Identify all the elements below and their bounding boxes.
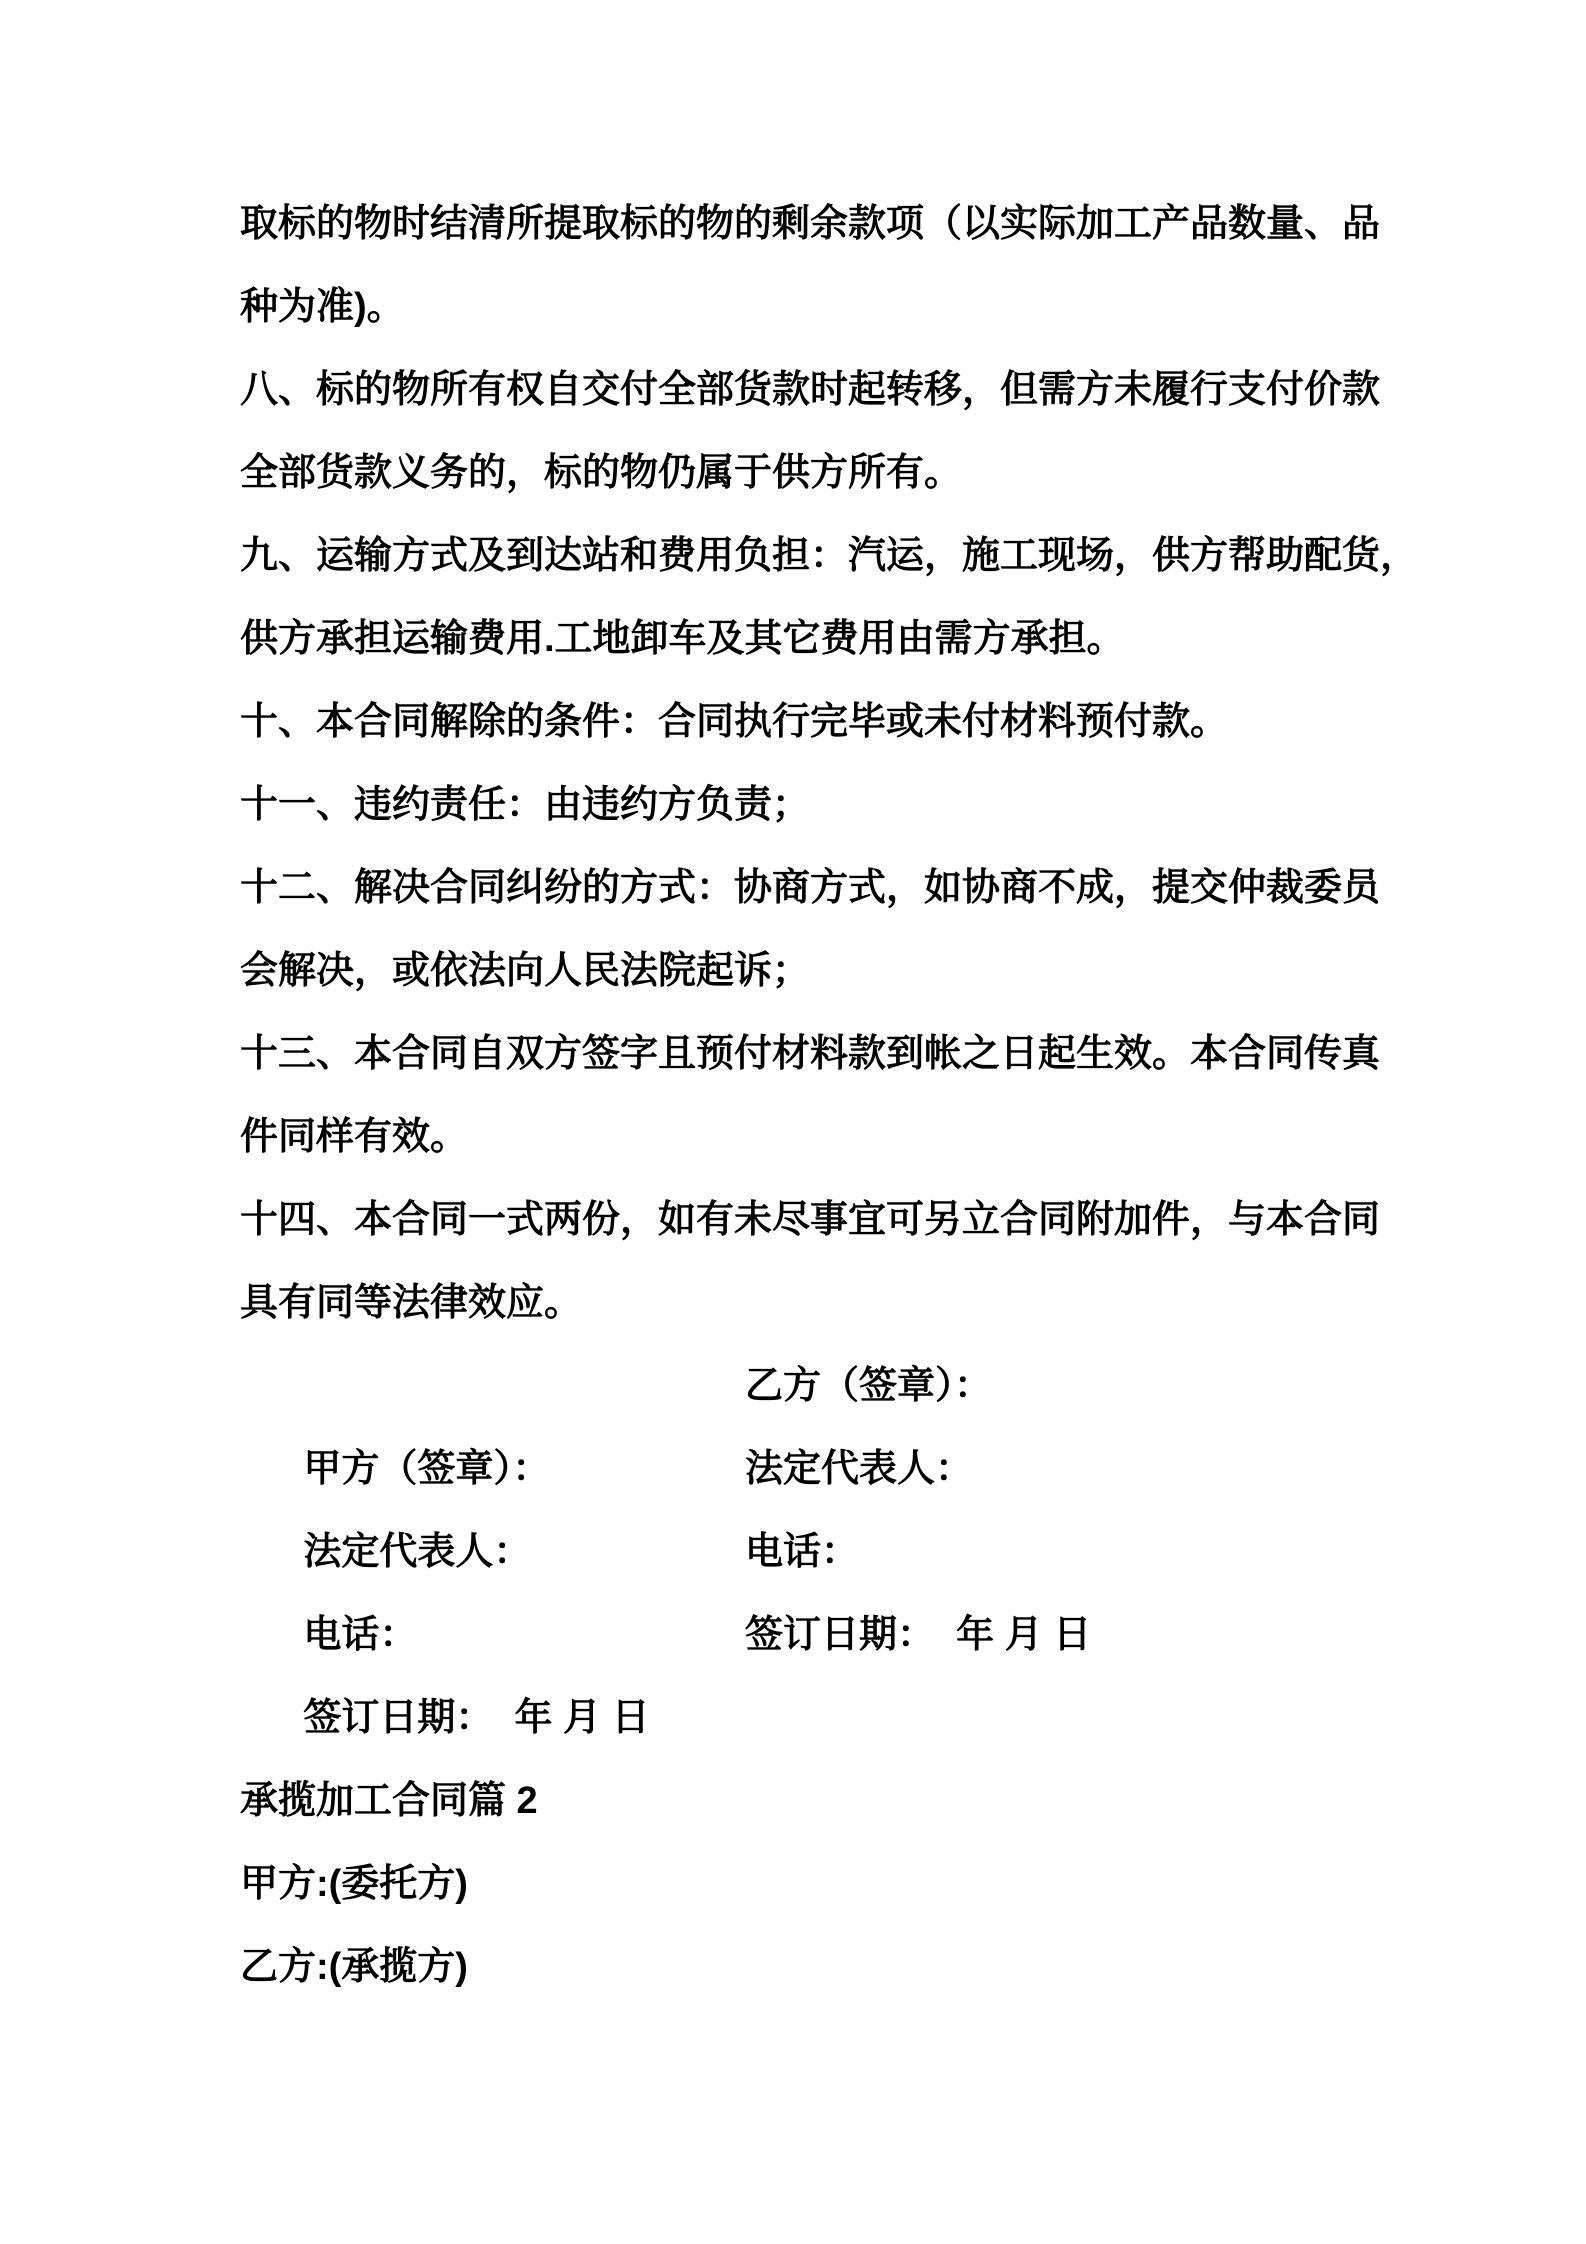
party-b-seal-label: 乙方（签章）： [745, 1365, 993, 1407]
clause-line: 会解决，或依法向人民法院起诉； [240, 950, 811, 992]
clause-line: 全部货款义务的，标的物仍属于供方所有。 [240, 452, 963, 494]
clause-line: 九、运输方式及到达站和费用负担：汽运，施工现场，供方帮助配货， [240, 535, 1419, 577]
party-a-representative-label: 法定代表人： [303, 1531, 532, 1573]
party-b-phone-label: 电话： [745, 1531, 860, 1573]
clause-line: 取标的物时结清所提取标的物的剩余款项（以实际加工产品数量、品 [240, 203, 1381, 245]
clause-line: 八、标的物所有权自交付全部货款时起转移，但需方未履行支付价款 [240, 369, 1381, 411]
party-b-representative-label: 法定代表人： [745, 1448, 974, 1490]
section-heading: 承揽加工合同篇 2 [240, 1780, 538, 1822]
party-a-intro-line: 甲方:(委托方) [240, 1863, 468, 1905]
clause-line: 供方承担运输费用.工地卸车及其它费用由需方承担。 [240, 618, 1125, 660]
clause-line: 十二、解决合同纠纷的方式：协商方式，如协商不成，提交仲裁委员 [240, 867, 1381, 909]
party-b-date-label: 签订日期： 年 月 日 [745, 1614, 1092, 1656]
party-b-intro-line: 乙方:(承揽方) [240, 1946, 468, 1988]
party-a-date-label: 签订日期： 年 月 日 [303, 1697, 650, 1739]
clause-line: 种为准)。 [240, 286, 405, 328]
clause-line: 具有同等法律效应。 [240, 1282, 583, 1324]
signature-row-date [240, 1594, 1440, 1739]
clause-line: 件同样有效。 [240, 1116, 469, 1158]
clause-line: 十三、本合同自双方签字且预付材料款到帐之日起生效。本合同传真 [240, 1033, 1381, 1075]
party-a-seal-label: 甲方（签章）： [303, 1448, 551, 1490]
clause-line: 十一、违约责任：由违约方负责； [240, 784, 811, 826]
clause-line: 十、本合同解除的条件：合同执行完毕或未付材料预付款。 [240, 701, 1229, 743]
clause-line: 十四、本合同一式两份，如有未尽事宜可另立合同附加件，与本合同 [240, 1199, 1381, 1241]
party-a-phone-label: 电话： [303, 1614, 418, 1656]
contract-body [240, 183, 1440, 2009]
